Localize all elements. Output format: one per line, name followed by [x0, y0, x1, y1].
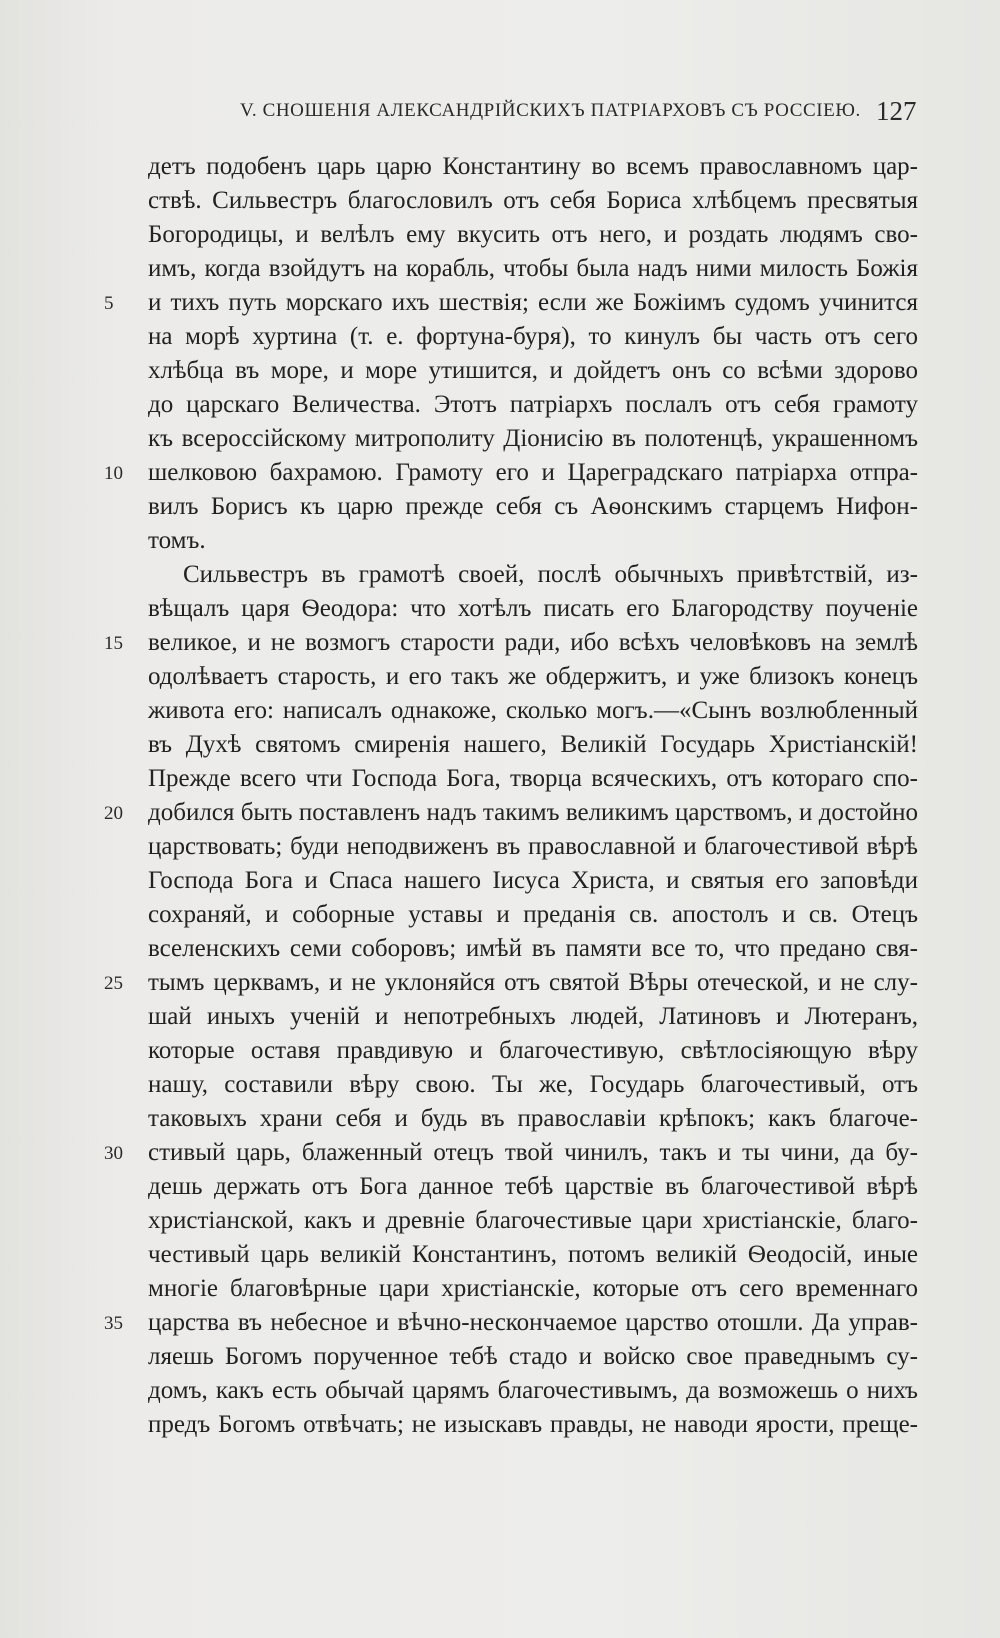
text-line: на морѣ хуртина (т. е. фортуна-буря), то кинулъ бы часть отъ сего [148, 323, 918, 350]
page-number: 127 [876, 96, 917, 126]
line-number: 35 [104, 1313, 123, 1334]
text-line: стивый царь, блаженный отецъ твой чинилъ, такъ и ты чини, да бу- [148, 1139, 918, 1166]
line-number: 5 [104, 293, 114, 314]
text-line: до царскаго Величества. Этотъ патріархъ послалъ отъ себя грамоту [148, 391, 918, 418]
text-line: живота его: написалъ однакоже, сколько могъ.—«Сынъ возлюбленный [148, 697, 918, 724]
text-line: томъ. [148, 527, 206, 554]
text-line: которые оставя правдивую и благочестивую, свѣтлосіяющую вѣру [148, 1037, 918, 1064]
text-line: царствовать; буди неподвиженъ въ православной и благочестивой вѣрѣ [148, 833, 918, 860]
text-line: дешь держать отъ Бога данное тебѣ царствіе въ благочестивой вѣрѣ [148, 1173, 918, 1200]
line-number: 10 [104, 463, 123, 484]
text-line: шелковою бахрамою. Грамоту его и Цареградскаго патріарха отпра- [148, 459, 918, 486]
line-number: 20 [104, 803, 123, 824]
text-line: въ Духѣ святомъ смиренія нашего, Великій Государь Христіанскій! [148, 731, 918, 758]
text-line: христіанской, какъ и древніе благочестивые цари христіанскіе, благо- [148, 1207, 918, 1234]
text-line: великое, и не возмогъ старости ради, ибо всѣхъ человѣковъ на землѣ [148, 629, 918, 656]
text-line: вѣщалъ царя Ѳеодора: что хотѣлъ писать его Благородству поученіе [148, 595, 918, 622]
text-line: хлѣбца въ море, и море утишится, и дойдетъ онъ со всѣми здорово [148, 357, 918, 384]
text-line: ляешь Богомъ порученное тебѣ стадо и войско свое праведнымъ су- [148, 1343, 918, 1370]
text-line: Сильвестръ въ грамотѣ своей, послѣ обычныхъ привѣтствій, из- [183, 561, 918, 588]
line-number: 25 [104, 973, 123, 994]
text-line: предъ Богомъ отвѣчать; не изыскавъ правды, не наводи ярости, преще- [148, 1411, 918, 1438]
line-number: 15 [104, 633, 123, 654]
running-head: V. СНОШЕНІЯ АЛЕКСАНДРІЙСКИХЪ ПАТРІАРХОВЪ СЪ РОССІЕЮ. [240, 100, 861, 121]
text-line: къ всероссійскому митрополиту Діонисію въ полотенцѣ, украшенномъ [148, 425, 918, 452]
text-line: вселенскихъ семи соборовъ; имѣй въ памяти все то, что предано свя- [148, 935, 918, 962]
text-line: добился быть поставленъ надъ такимъ великимъ царствомъ, и достойно [148, 799, 918, 826]
text-line: имъ, когда взойдутъ на корабль, чтобы была надъ ними милость Божія [148, 255, 918, 282]
text-line: домъ, какъ есть обычай царямъ благочестивымъ, да возможешь о нихъ [148, 1377, 918, 1404]
text-line: нашу, составили вѣру свою. Ты же, Государь благочестивый, отъ [148, 1071, 918, 1098]
text-line: Богородицы, и велѣлъ ему вкусить отъ него, и роздать людямъ сво- [148, 221, 918, 248]
text-line: таковыхъ храни себя и будь въ православіи крѣпокъ; какъ благоче- [148, 1105, 918, 1132]
text-line: Господа Бога и Спаса нашего Іисуса Христа, и святыя его заповѣди [148, 867, 918, 894]
text-line: царства въ небесное и вѣчно-нескончаемое царство отошли. Да управ- [148, 1309, 918, 1336]
text-line: ствѣ. Сильвестръ благословилъ отъ себя Бориса хлѣбцемъ пресвятыя [148, 187, 918, 214]
text-line: многіе благовѣрные цари христіанскіе, которые отъ сего временнаго [148, 1275, 918, 1302]
text-line: и тихъ путь морскаго ихъ шествія; если же Божіимъ судомъ учинится [148, 289, 918, 316]
text-line: честивый царь великій Константинъ, потомъ великій Ѳеодосій, иные [148, 1241, 918, 1268]
text-line: одолѣваетъ старость, и его такъ же обдержитъ, и уже близокъ конецъ [148, 663, 918, 690]
line-number: 30 [104, 1143, 123, 1164]
page-header [0, 96, 1000, 130]
text-line: вилъ Борисъ къ царю прежде себя съ Аѳонскимъ старцемъ Нифон- [148, 493, 918, 520]
text-line: детъ подобенъ царь царю Константину во всемъ православномъ цар- [148, 153, 918, 180]
text-line: тымъ церквамъ, и не уклоняйся отъ святой Вѣры отеческой, и не слу- [148, 969, 918, 996]
text-line: Прежде всего чти Господа Бога, творца всяческихъ, отъ котораго спо- [148, 765, 918, 792]
text-line: сохраняй, и соборные уставы и преданія св. апостолъ и св. Отецъ [148, 901, 918, 928]
text-line: шай иныхъ ученій и непотребныхъ людей, Латиновъ и Лютеранъ, [148, 1003, 918, 1030]
